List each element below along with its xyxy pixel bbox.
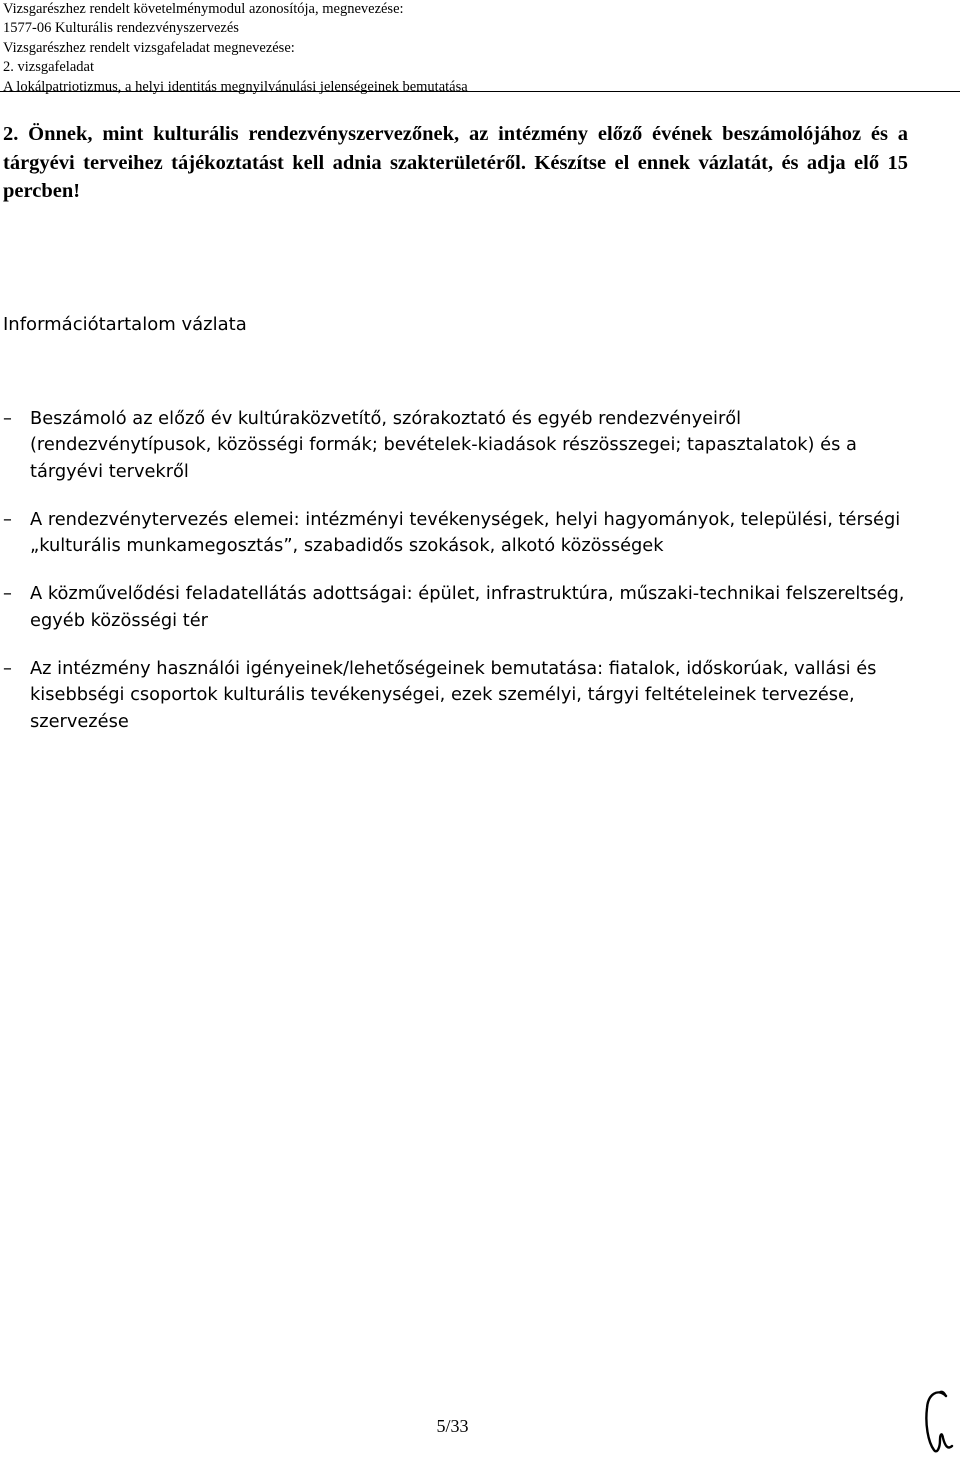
list-item — [0, 581, 905, 634]
task-statement: 2. Önnek, mint kulturális rendezvényszervezőnek, az intézmény előző évének beszámolójához és a tárgyévi terveihez tájékoztatást kell adnia szakterületéről. Készítse el ennek vázlatát, és adja elő 15 percben! — [3, 123, 908, 202]
header-divider — [0, 91, 960, 92]
dash-bullet: – — [3, 408, 12, 429]
list-item — [0, 406, 905, 485]
header-line-task-number: 2. vizsgafeladat — [3, 59, 94, 76]
header-line-module-code: 1577-06 Kulturális rendezvényszervezés — [3, 20, 239, 37]
header-line-module-label: Vizsgarészhez rendelt követelménymodul azonosítója, megnevezése: — [3, 1, 404, 17]
document-header — [3, 0, 953, 97]
page-number: 5/33 — [436, 1416, 469, 1436]
list-item-text: Beszámoló az előző év kultúraközvetítő, szórakoztató és egyéb rendezvényeiről (rendezvénytípusok, közösségi formák; bevételek-kiadások részösszegei; tapasztalatok) és a tárgyévi tervekről — [30, 408, 857, 482]
dash-bullet: – — [3, 658, 12, 680]
outline-list — [0, 406, 905, 757]
list-item-text: A rendezvénytervezés elemei: intézményi tevékenységek, helyi hagyományok, települési, térségi „kulturális munkamegosztás”, szabadidős szokások, alkotó közösségek — [30, 508, 901, 557]
list-item — [0, 656, 905, 735]
list-item-text: A közművelődési feladatellátás adottságai: épület, infrastruktúra, műszaki-technikai felszereltség, egyéb közösségi tér — [30, 583, 905, 631]
header-line-task-title: A lokálpatriotizmus, a helyi identitás megnyilvánulási jelenségeinek bemutatása — [3, 78, 468, 95]
handwritten-initial-signature — [918, 1386, 958, 1456]
dash-bullet: – — [3, 508, 12, 530]
list-item — [0, 507, 905, 560]
dash-bullet: – — [3, 583, 12, 605]
header-line-task-label: Vizsgarészhez rendelt vizsgafeladat megnevezése: — [3, 39, 295, 56]
outline-title: Információtartalom vázlata — [3, 314, 247, 335]
list-item-text: Az intézmény használói igényeinek/lehetőségeinek bemutatása: fiatalok, időskorúak, vallási és kisebbségi csoportok kulturális tevékenységei, ezek személyi, tárgyi feltételeinek tervezése, szervezése — [30, 658, 877, 732]
